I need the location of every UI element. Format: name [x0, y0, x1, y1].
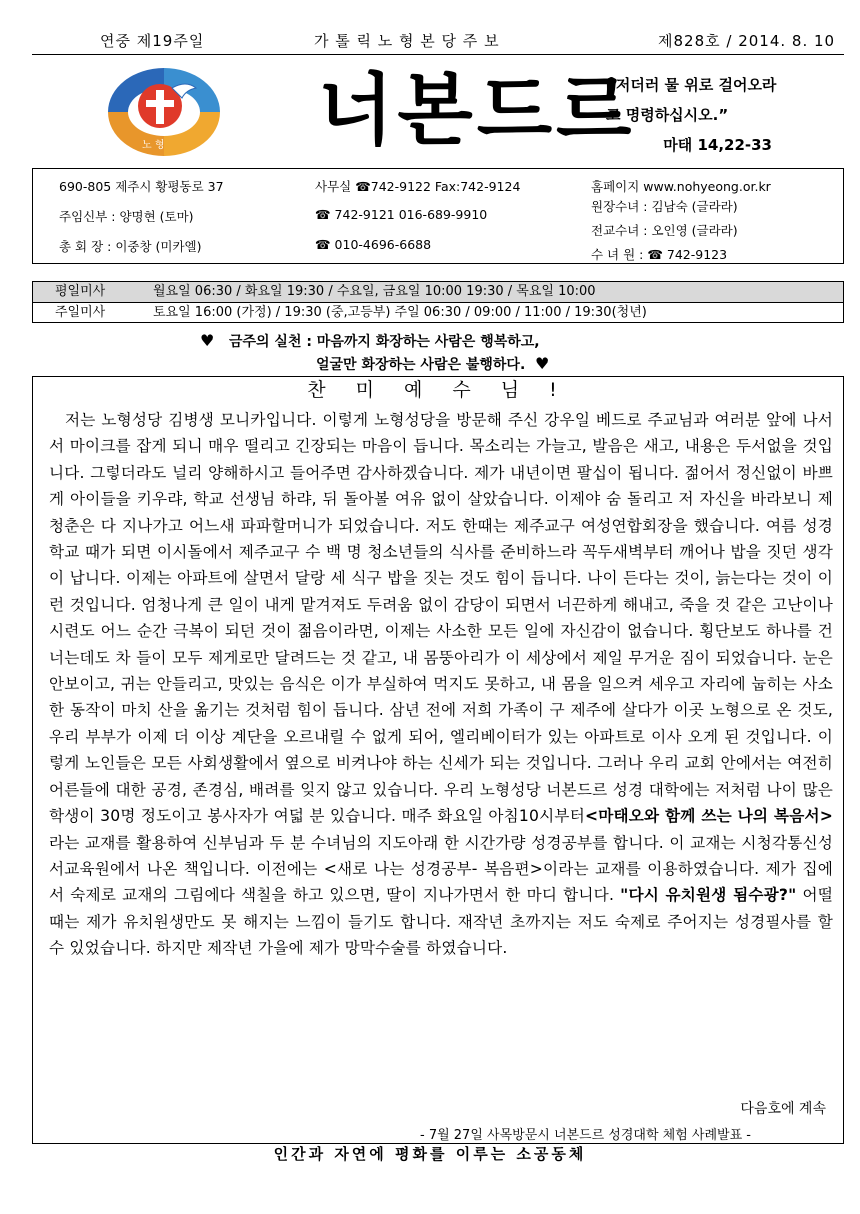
sunday-mass-row: [33, 303, 843, 323]
cross-dove-emblem-icon: [102, 64, 226, 160]
head-sister: 원장수녀 : 김남숙 (글라라): [591, 199, 738, 214]
daughter-quote: "다시 유치원생 됨수광?": [620, 886, 797, 905]
article-text-1: 저는 노형성당 김병생 모니카입니다. 이렇게 노형성당을 방문해 주신 강우일 베드로 주교님과 여러분 앞에 나서서 마이크를 잡게 되니 매우 떨리고 긴장되는 마음이 듭니다. 목소리는 가늘고, 발음은 새고, 내용은 두서없을 것입니다. 그렇더라도 널리 양해하시고 들어주면 감사하겠습니다. 제가 내년이면 팔십이 됩니다. 젊어서 정신없이 바쁘게 아이들을 키우랴, 학교 선생님 하랴, 뒤 돌아볼 여유 없이 살았습니다. 이제야 숨 돌리고 저 자신을 바라보니 제 청춘은 다 지나가고 어느새 파파할머니가 되었습니다. 저도 한때는 제주교구 여성연합회장을 했습니다. 여름 성경학교 때가 되면 이시돌에서 제주교구 수 백 명 청소년들의 식사를 준비하느라 꼭두새벽부터 깨어나 밥을 짓던 생각이 납니다. 이제는 아파트에 살면서 달랑 세 식구 밥을 짓는 것도 힘이 듭니다. 나이 든다는 것이, 늙는다는 것이 이런 것입니다. 엄청나게 큰 일이 내게 맡겨져도 두려움 없이 감당이 되면서 너끈하게 해내고, 죽을 것 같은 고난이나 시련도 어느 순간 극복이 되던 것이 젊음이라면, 이제는 사소한 모든 일에 자신감이 없습니다. 횡단보도 하나를 건너는데도 차 들이 모두 제게로만 달려드는 것 같고, 내 몸뚱아리가 이 세상에서 제일 무거운 짐이 되었습니다. 눈은 안보이고, 귀는 안들리고, 맛있는 음식은 이가 부실하여 먹지도 못하고, 내 몸을 일으켜 세우고 자리에 눕히는 사소한 동작이 마치 산을 옮기는 것처럼 힘이 듭니다. 삼년 전에 저희 가족이 구 제주에 살다가 이곳 노형으로 온 것도, 우리 부부가 이제 더 이상 계단을 오르내릴 수 없게 되어, 엘리베이터가 있는 아파트로 이사 오게 된 것입니다. 이렇게 노인들은 모든 사회생활에서 옆으로 비켜나야 하는 신세가 되는 것입니다. 그러나 우리 교회 안에서는 여전히 어른들에 대한 공경, 존경심, 배려를 잊지 않고 있습니다. 우리 노형성당 너본드르 성경 대학에는 저처럼 나이 많은 학생이 30명 정도이고 봉사자가 여덟 분 있습니다. 매주 화요일 아침10시부터: [49, 411, 833, 826]
heart-icon: ♥: [200, 331, 215, 350]
mass-schedule: [32, 281, 844, 323]
convent-phone: 수 녀 원 : ☎ 742-9123: [591, 247, 728, 262]
heart-icon: ♥: [535, 354, 550, 373]
president-phone: ☎ 010-4696-6688: [315, 237, 432, 252]
weekday-mass-label: 평일미사: [55, 284, 106, 299]
footer-slogan: 인간과 자연에 평화를 이루는 소공동체: [273, 1145, 587, 1163]
book-title: <마태오와 함께 쓰는 나의 복음서>: [584, 807, 833, 826]
article-box: [32, 376, 844, 1144]
address: 690-805 제주시 황평동로 37: [59, 179, 224, 194]
svg-text:노 형: 노 형: [142, 140, 165, 151]
article-title: 찬 미 예 수 님 !: [307, 379, 569, 401]
homepage: 홈페이지 www.nohyeong.or.kr: [591, 179, 771, 194]
article-text-3: 어떨 때는 제가 유치원생만도 못 해지는 느낌이 들기도 합니다. 재작년 초까지는 저도 숙제로 주어지는 성경필사를 할 수 있었습니다. 하지만 제작년 가을에 제가 망막수술를 하였습니다.: [49, 886, 833, 958]
sunday-mass-times: 토요일 16:00 (가정) / 19:30 (중,고등부) 주일 06:30 / 09:00 / 11:00 / 19:30(청년): [153, 305, 647, 320]
article-source: - 7월 27일 사목방문시 너본드르 성경대학 체험 사례발표 -: [420, 1128, 751, 1143]
quote-line-1: “저더러 물 위로 걸어오라: [606, 76, 777, 94]
practice-line-1: 금주의 실천 : 마음까지 화장하는 사람은 행복하고,: [228, 334, 540, 350]
bulletin-title: 너본드르: [318, 65, 636, 156]
council-president: 총 회 장 : 이중창 (미카엘): [59, 239, 202, 254]
weekday-mass-times: 월요일 06:30 / 화요일 19:30 / 수요일, 금요일 10:00 19:30 / 목요일 10:00: [153, 284, 596, 299]
header-bar: [32, 28, 844, 55]
liturgical-week: 연중 제19주일: [100, 32, 205, 50]
quote-reference: 마태 14,22-33: [663, 136, 772, 154]
practice-line-2: 얼굴만 화장하는 사람은 불행하다.: [316, 357, 526, 373]
article-body: [49, 407, 833, 962]
weekday-mass-row: [33, 282, 843, 303]
continued-note: 다음호에 계속: [740, 1101, 826, 1117]
issue-number-date: 제828호 / 2014. 8. 10: [658, 32, 836, 50]
office-phone: 사무실 ☎742-9122 Fax:742-9124: [315, 179, 521, 194]
parish-logo: [102, 64, 226, 160]
bulletin-name: 가 톨 릭 노 형 본 당 주 보: [314, 32, 500, 50]
pastor-phone: ☎ 742-9121 016-689-9910: [315, 207, 488, 222]
sunday-mass-label: 주일미사: [55, 305, 106, 320]
article-text-2: 라는 교재를 활용하여 신부님과 두 분 수녀님의 지도아래 한 시간가량 성경공부를 합니다. 이 교재는 시청각통신성서교육원에서 나온 책입니다. 이전에는 <새로 나는 성경공부- 복음편>이라는 교재를 이용하였습니다. 제가 집에서 숙제로 교재의 그림에다 색칠을 하고 있으면, 딸이 지나가면서 한 마디 합니다.: [49, 833, 833, 905]
quote-line-2: 고 명령하십시오.”: [606, 106, 729, 124]
gospel-quote: [606, 70, 842, 160]
weekly-practice: [200, 330, 700, 376]
pastor: 주임신부 : 양명현 (토마): [59, 209, 194, 224]
mission-sister: 전교수녀 : 오인영 (글라라): [591, 223, 738, 238]
contact-info-box: [32, 168, 844, 264]
